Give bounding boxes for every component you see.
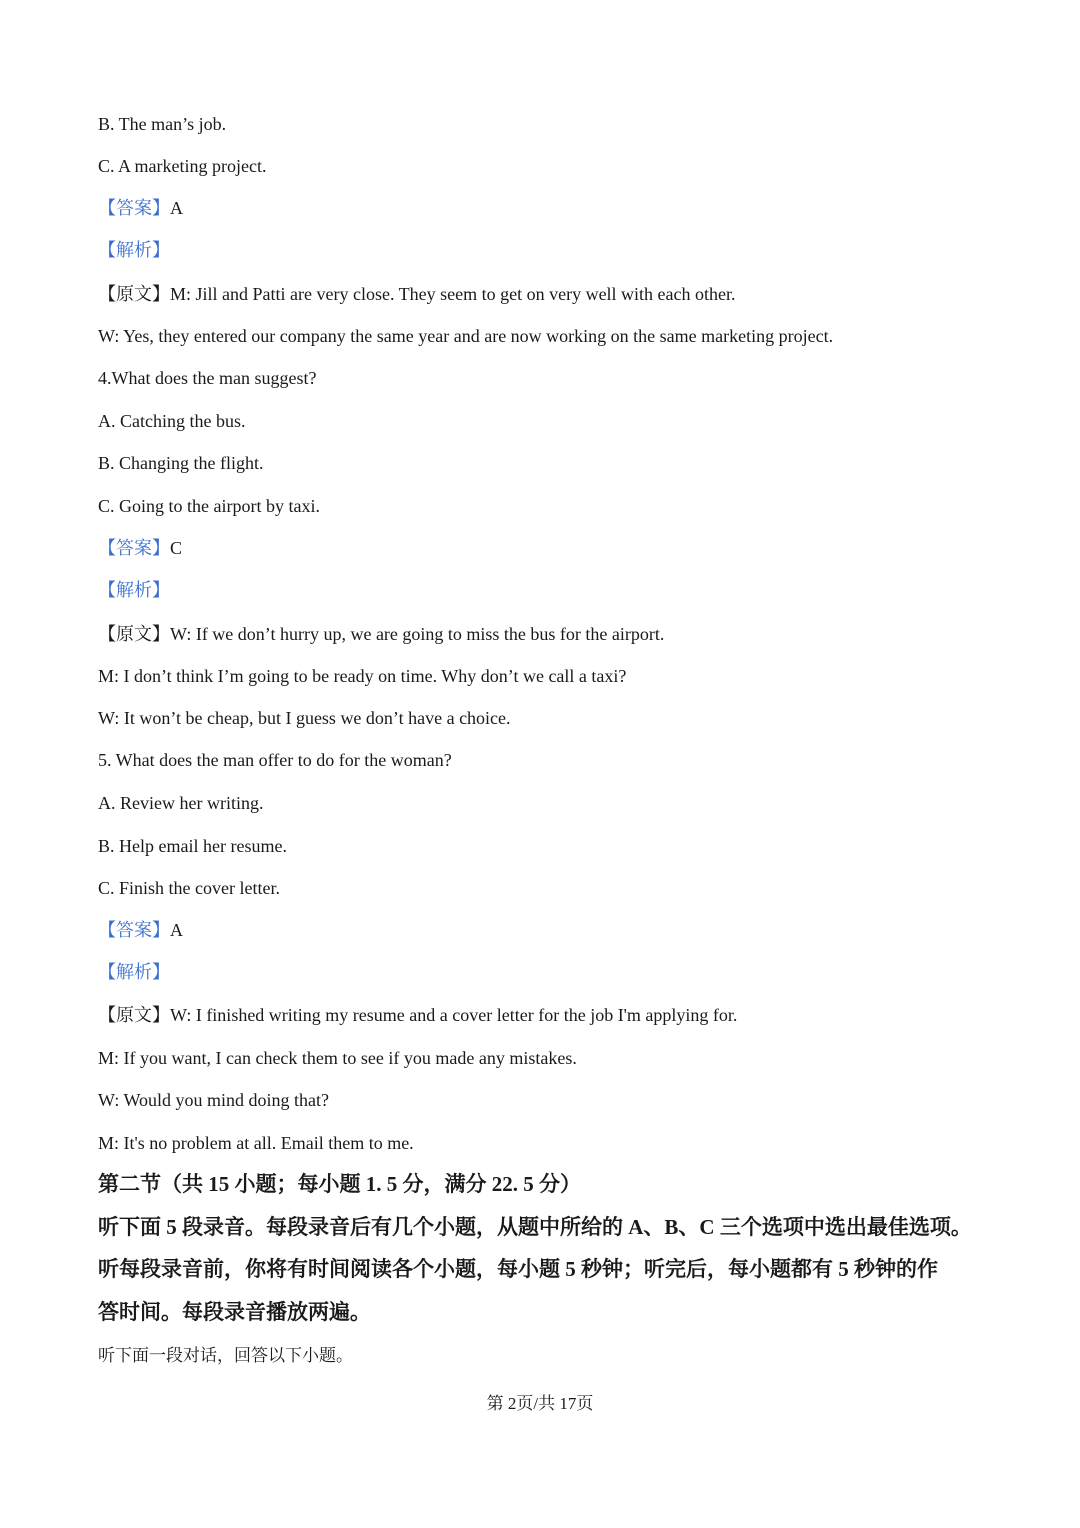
option-a: A. Catching the bus. — [98, 411, 246, 431]
question-4: 4.What does the man suggest? — [98, 368, 317, 388]
transcript-line — [98, 282, 736, 306]
analysis-line — [98, 238, 170, 262]
option-b: B. Changing the flight. — [98, 453, 264, 473]
analysis-line — [98, 960, 170, 984]
transcript-tag: 【原文】 — [98, 1005, 170, 1025]
option-b: B. The man’s job. — [98, 114, 227, 134]
transcript-line: M: I don’t think I’m going to be ready on time. Why don’t we call a taxi? — [98, 666, 627, 686]
section-note: 听下面一段对话，回答以下小题。 — [98, 1346, 353, 1365]
answer-line — [98, 918, 183, 942]
transcript-line: M: It's no problem at all. Email them to me. — [98, 1133, 414, 1153]
transcript-line: W: Yes, they entered our company the same year and are now working on the same marketing project. — [98, 326, 834, 346]
answer-value: A — [170, 198, 183, 218]
option-a: A. Review her writing. — [98, 793, 264, 813]
transcript-text: W: If we don’t hurry up, we are going to miss the bus for the airport. — [170, 624, 665, 644]
transcript-tag: 【原文】 — [98, 624, 170, 644]
question-5: 5. What does the man offer to do for the woman? — [98, 750, 452, 770]
transcript-tag: 【原文】 — [98, 284, 170, 304]
option-c: C. Going to the airport by taxi. — [98, 496, 320, 516]
answer-value: C — [170, 538, 183, 558]
option-c: C. A marketing project. — [98, 156, 267, 176]
transcript-text: W: I finished writing my resume and a cover letter for the job I'm applying for. — [170, 1005, 738, 1025]
option-b: B. Help email her resume. — [98, 836, 287, 856]
transcript-line — [98, 1003, 737, 1027]
answer-line — [98, 196, 183, 220]
transcript-text: M: Jill and Patti are very close. They seem to get on very well with each other. — [170, 284, 736, 304]
answer-value: A — [170, 920, 183, 940]
option-c: C. Finish the cover letter. — [98, 878, 280, 898]
analysis-tag: 【解析】 — [98, 240, 170, 260]
answer-tag: 【答案】 — [98, 920, 170, 940]
transcript-line: W: It won’t be cheap, but I guess we don’t have a choice. — [98, 708, 511, 728]
page-number: 第 2页/共 17页 — [486, 1394, 594, 1413]
analysis-tag: 【解析】 — [98, 580, 170, 600]
section-instructions: 听每段录音前，你将有时间阅读各个小题，每小题 5 秒钟；听完后，每小题都有 5 秒钟的作 — [98, 1257, 938, 1281]
section-heading: 第二节（共 15 小题；每小题 1. 5 分，满分 22. 5 分） — [98, 1172, 581, 1196]
analysis-tag: 【解析】 — [98, 962, 170, 982]
transcript-line — [98, 622, 664, 646]
transcript-line: M: If you want, I can check them to see if you made any mistakes. — [98, 1048, 577, 1068]
answer-tag: 【答案】 — [98, 538, 170, 558]
answer-tag: 【答案】 — [98, 198, 170, 218]
section-instructions: 答时间。每段录音播放两遍。 — [98, 1300, 371, 1324]
analysis-line — [98, 578, 170, 602]
transcript-line: W: Would you mind doing that? — [98, 1090, 330, 1110]
section-instructions: 听下面 5 段录音。每段录音后有几个小题，从题中所给的 A、B、C 三个选项中选出最佳选项。 — [98, 1215, 972, 1239]
answer-line — [98, 536, 182, 560]
